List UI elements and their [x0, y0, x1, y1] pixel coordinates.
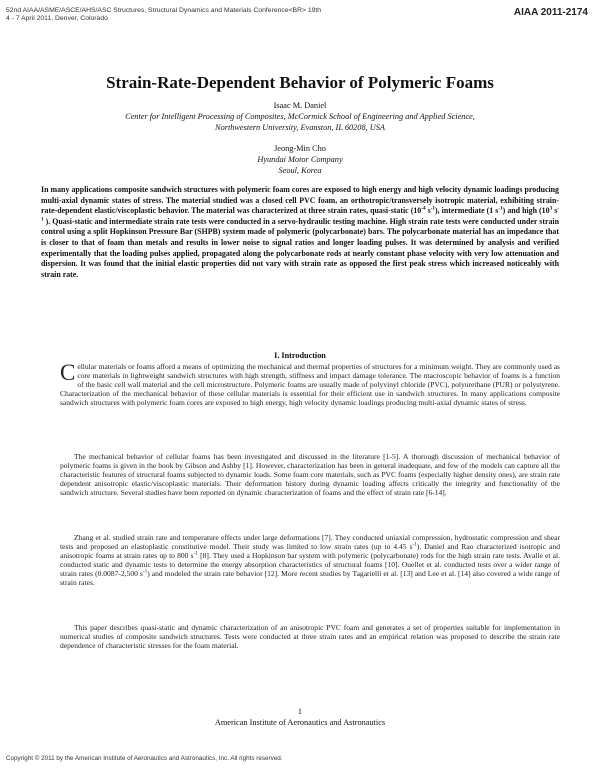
author-affiliation: Seoul, Korea [278, 166, 322, 175]
author-name: Isaac M. Daniel [273, 101, 327, 110]
paper-number: AIAA 2011-2174 [513, 7, 588, 18]
author-affiliation: Hyundai Motor Company [257, 155, 343, 164]
footer-organization: American Institute of Aeronautics and Astronautics [214, 718, 386, 727]
conference-header-line1: 52nd AIAA/ASME/ASCE/AHS/ASC Structures, Structural Dynamics and Materials Conference<BR> 19th [6, 7, 322, 14]
body-paragraph: The mechanical behavior of cellular foams has been investigated and discussed in the literature [1-5]. A thorough discussion of mechanical behavior of polymeric foams is given in the book by Gibson and Ashby [1]. However, characterization has been in general inadequate, and few of the models can capture all the characteristic features of structural foams subjected to dynamic loads. Some foam core materials, such as PVC foams (especially higher density ones), are strain rate dependent anisotropic elastic/viscoplastic materials. Their deformation history during dynamic loading affects critically the integrity and functionality of the sandwich structure. Several studies have been reported on dynamic characterization of foams and the effect of strain rate [6-14]. [60, 452, 560, 498]
abstract: In many applications composite sandwich structures with polymeric foam cores are exposed to high energy and high velocity dynamic loadings producing multi-axial dynamic states of stress. The material studied was a closed cell PVC foam, an orthotropic/transversely isotropic material, exhibiting strain-rate-dependent elastic/viscoplastic behavior. The material was characterized at three strain rates, quasi-static ($10^{-4}$ $s^{-1}$), intermediate (1 $s^{-1}$) and high ($10^3$ $s^{-1}$ ). Quasi-static and intermediate strain rate tests were conducted in a servo-hydraulic testing machine. High strain rate tests were conducted under strain control using a split Hopkinson Pressure Bar (SHPB) system made of polymeric (polycarbonate) bars. The polycarbonate material has an impedance that is closer to that of foam than metals and results in lower noise to signal ratios and longer loading pulses. It was determined by analysis and verified experimentally that the loading pulses applied, propagated along the polycarbonate rods at nearly constant phase velocity with very low attenuation and dispersion. It was found that the initial elastic properties did not vary with strain rate as opposed the first peak stress which increased noticeably with strain rate. [41, 185, 560, 279]
paper-title: Strain-Rate-Dependent Behavior of Polymeric Foams [106, 73, 494, 92]
body-paragraph: Cellular materials or foams afford a means of optimizing the mechanical and thermal properties of structures for a minimum weight. They are commonly used as core materials in lightweight sandwich structures with high strength, stiffness and impact damage tolerance. The macroscopic behavior of foams is a function of the basic cell wall material and the cell microstructure. Polymeric foams are usually made of polyvinyl chloride (PVC), polyurethane (PUR) or polystyrene. Characterization of the mechanical behavior of these cellular materials is essential for their efficient use in sandwich structures. In many applications composite sandwich structures with polymeric foam cores are exposed to high energy, high velocity dynamic loadings producing multi-axial dynamic states of stress. [60, 360, 560, 408]
author-affiliation: Northwestern University, Evanston, IL 60208, USA [215, 123, 385, 132]
page-number: 1 [297, 707, 303, 716]
section-heading: I. Introduction [274, 351, 326, 360]
conference-header-line2: 4 - 7 April 2011, Denver, Colorado [6, 15, 108, 22]
author-affiliation: Center for Intelligent Processing of Composites, McCormick School of Engineering and Applied Science, [125, 112, 475, 121]
author-name: Jeong-Min Cho [274, 144, 326, 153]
copyright-notice: Copyright © 2011 by the American Institute of Aeronautics and Astronautics, Inc. All rights reserved. [6, 755, 283, 762]
body-paragraph: This paper describes quasi-static and dynamic characterization of an anisotropic PVC foam and generates a set of properties suitable for implementation in numerical studies of composite sandwich structures. Tests were conducted at three strain rates and an empirical relation was proposed to describe the strain rate dependence of characteristic stresses for the foam material. [60, 623, 560, 651]
drop-cap: C [60, 360, 76, 385]
body-paragraph: Zhang et al. studied strain rate and temperature effects under large deformations [7]. They conducted uniaxial compression, hydrostatic compression and shear tests and proposed an elastoplastic constitutive model. Their study was limited to low strain rates (up to 4.45 $s^{-1}$). Daniel and Rao characterized isotropic and anisotropic foams at strain rates up to 800 $s^{-1}$ [8]. They used a Hopkinson bar system with polymeric (polycarbonate) rods for the high strain rate tests. Avalle et al. conducted static and dynamic tests to determine the energy absorption characteristics of structural foams [10]. Ouellet et al. conducted tests over a wider range of strain rates (0.0087-2,500 $s^{-1}$) and modeled the strain rate behavior [12]. More recent studies by Tagarielli et al. [13] and Lee et al. [14] also covered a wide range of strain rates. [60, 533, 560, 588]
